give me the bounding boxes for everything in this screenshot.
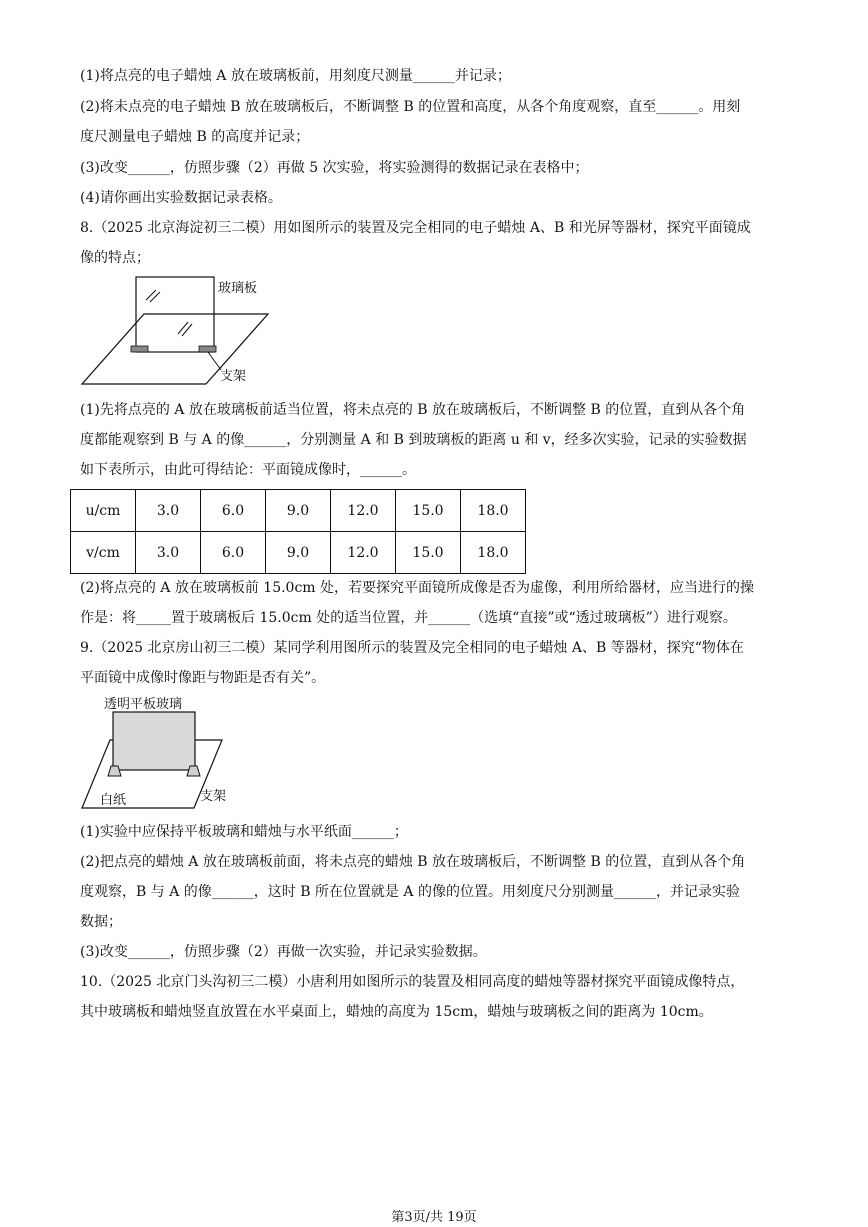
table-cell: 12.0 [331, 490, 396, 532]
table-cell: 15.0 [396, 490, 461, 532]
q7-step3: (3)改变______，仿照步骤（2）再做 5 次实验，将实验测得的数据记录在表格中； [80, 160, 589, 176]
table-cell: 18.0 [461, 532, 526, 574]
row-header: u/cm [71, 490, 136, 532]
q8-title: 8.（2025 北京海淀初三二模）用如图所示的装置及完全相同的电子蜡烛 A、B 和光屏等器材，探究平面镜成 [80, 220, 751, 236]
q7-step1: (1)将点亮的电子蜡烛 A 放在玻璃板前，用刻度尺测量______并记录； [80, 68, 511, 84]
page-number: 第3页/共 19页 [391, 1210, 477, 1225]
q10-title: 10.（2025 北京门头沟初三二模）小唐利用如图所示的装置及相同高度的蜡烛等器材探究平面镜成像特点， [80, 974, 745, 990]
label-white-paper: 白纸 [100, 793, 127, 808]
label-stand: 支架 [200, 789, 227, 804]
q7-step4: (4)请你画出实验数据记录表格。 [80, 190, 282, 206]
table-cell: 18.0 [461, 490, 526, 532]
q8-part1-line2: 度都能观察到 B 与 A 的像______，分别测量 A 和 B 到玻璃板的距离 u 和 v，经多次实验，记录的实验数据 [80, 432, 747, 448]
table-cell: 9.0 [266, 490, 331, 532]
table-cell: 9.0 [266, 532, 331, 574]
q8-title-cont: 像的特点； [80, 250, 150, 266]
table-row [71, 490, 526, 532]
q9-title-cont: 平面镜中成像时像距与物距是否有关”。 [80, 670, 326, 686]
table-row [71, 532, 526, 574]
q9-part2-line1: (2)把点亮的蜡烛 A 放在玻璃板前面，将未点亮的蜡烛 B 放在玻璃板后，不断调整 B 的位置，直到从各个角 [80, 854, 746, 870]
q9-title: 9.（2025 北京房山初三二模）某同学利用图所示的装置及完全相同的电子蜡烛 A、B 等器材，探究“物体在 [80, 640, 744, 656]
table-cell: 3.0 [136, 490, 201, 532]
q10-title-cont: 其中玻璃板和蜡烛竖直放置在水平桌面上，蜡烛的高度为 15cm，蜡烛与玻璃板之间的距离为 10cm。 [80, 1004, 713, 1020]
q8-part2-line2: 作是：将_____置于玻璃板后 15.0cm 处的适当位置，并______（选填“直接”或“透过玻璃板”）进行观察。 [80, 610, 737, 626]
row-header: v/cm [71, 532, 136, 574]
q9-part2-line2: 度观察，B 与 A 的像______，这时 B 所在位置就是 A 的像的位置。用刻度尺分别测量______，并记录实验 [80, 884, 740, 900]
data-table [70, 489, 526, 574]
table-cell: 6.0 [201, 532, 266, 574]
label-transparent-glass: 透明平板玻璃 [104, 697, 183, 712]
q7-step2: (2)将未点亮的电子蜡烛 B 放在玻璃板后，不断调整 B 的位置和高度，从各个角度观察，直至______。用刻 [80, 99, 741, 115]
q9-part2-line3: 数据； [80, 914, 122, 930]
table-cell: 6.0 [201, 490, 266, 532]
q7-step2-cont: 度尺测量电子蜡烛 B 的高度并记录； [80, 129, 310, 145]
label-glass-plate: 玻璃板 [218, 281, 258, 296]
label-stand: 支架 [220, 369, 247, 384]
q8-part1-line3: 如下表所示，由此可得结论：平面镜成像时，______。 [80, 462, 416, 478]
table-cell: 3.0 [136, 532, 201, 574]
q9-part3: (3)改变______，仿照步骤（2）再做一次实验，并记录实验数据。 [80, 944, 487, 960]
table-cell: 15.0 [396, 532, 461, 574]
q8-part2-line1: (2)将点亮的 A 放在玻璃板前 15.0cm 处，若要探究平面镜所成像是否为虚像，利用所给器材，应当进行的操 [80, 580, 755, 596]
table-cell: 12.0 [331, 532, 396, 574]
figure-transparent-glass-setup [78, 694, 248, 812]
q8-part1-line1: (1)先将点亮的 A 放在玻璃板前适当位置，将未点亮的 B 放在玻璃板后，不断调整 B 的位置，直到从各个角 [80, 402, 746, 418]
q9-part1: (1)实验中应保持平板玻璃和蜡烛与水平纸面______； [80, 824, 408, 840]
figure-glass-plate-setup [78, 272, 278, 390]
